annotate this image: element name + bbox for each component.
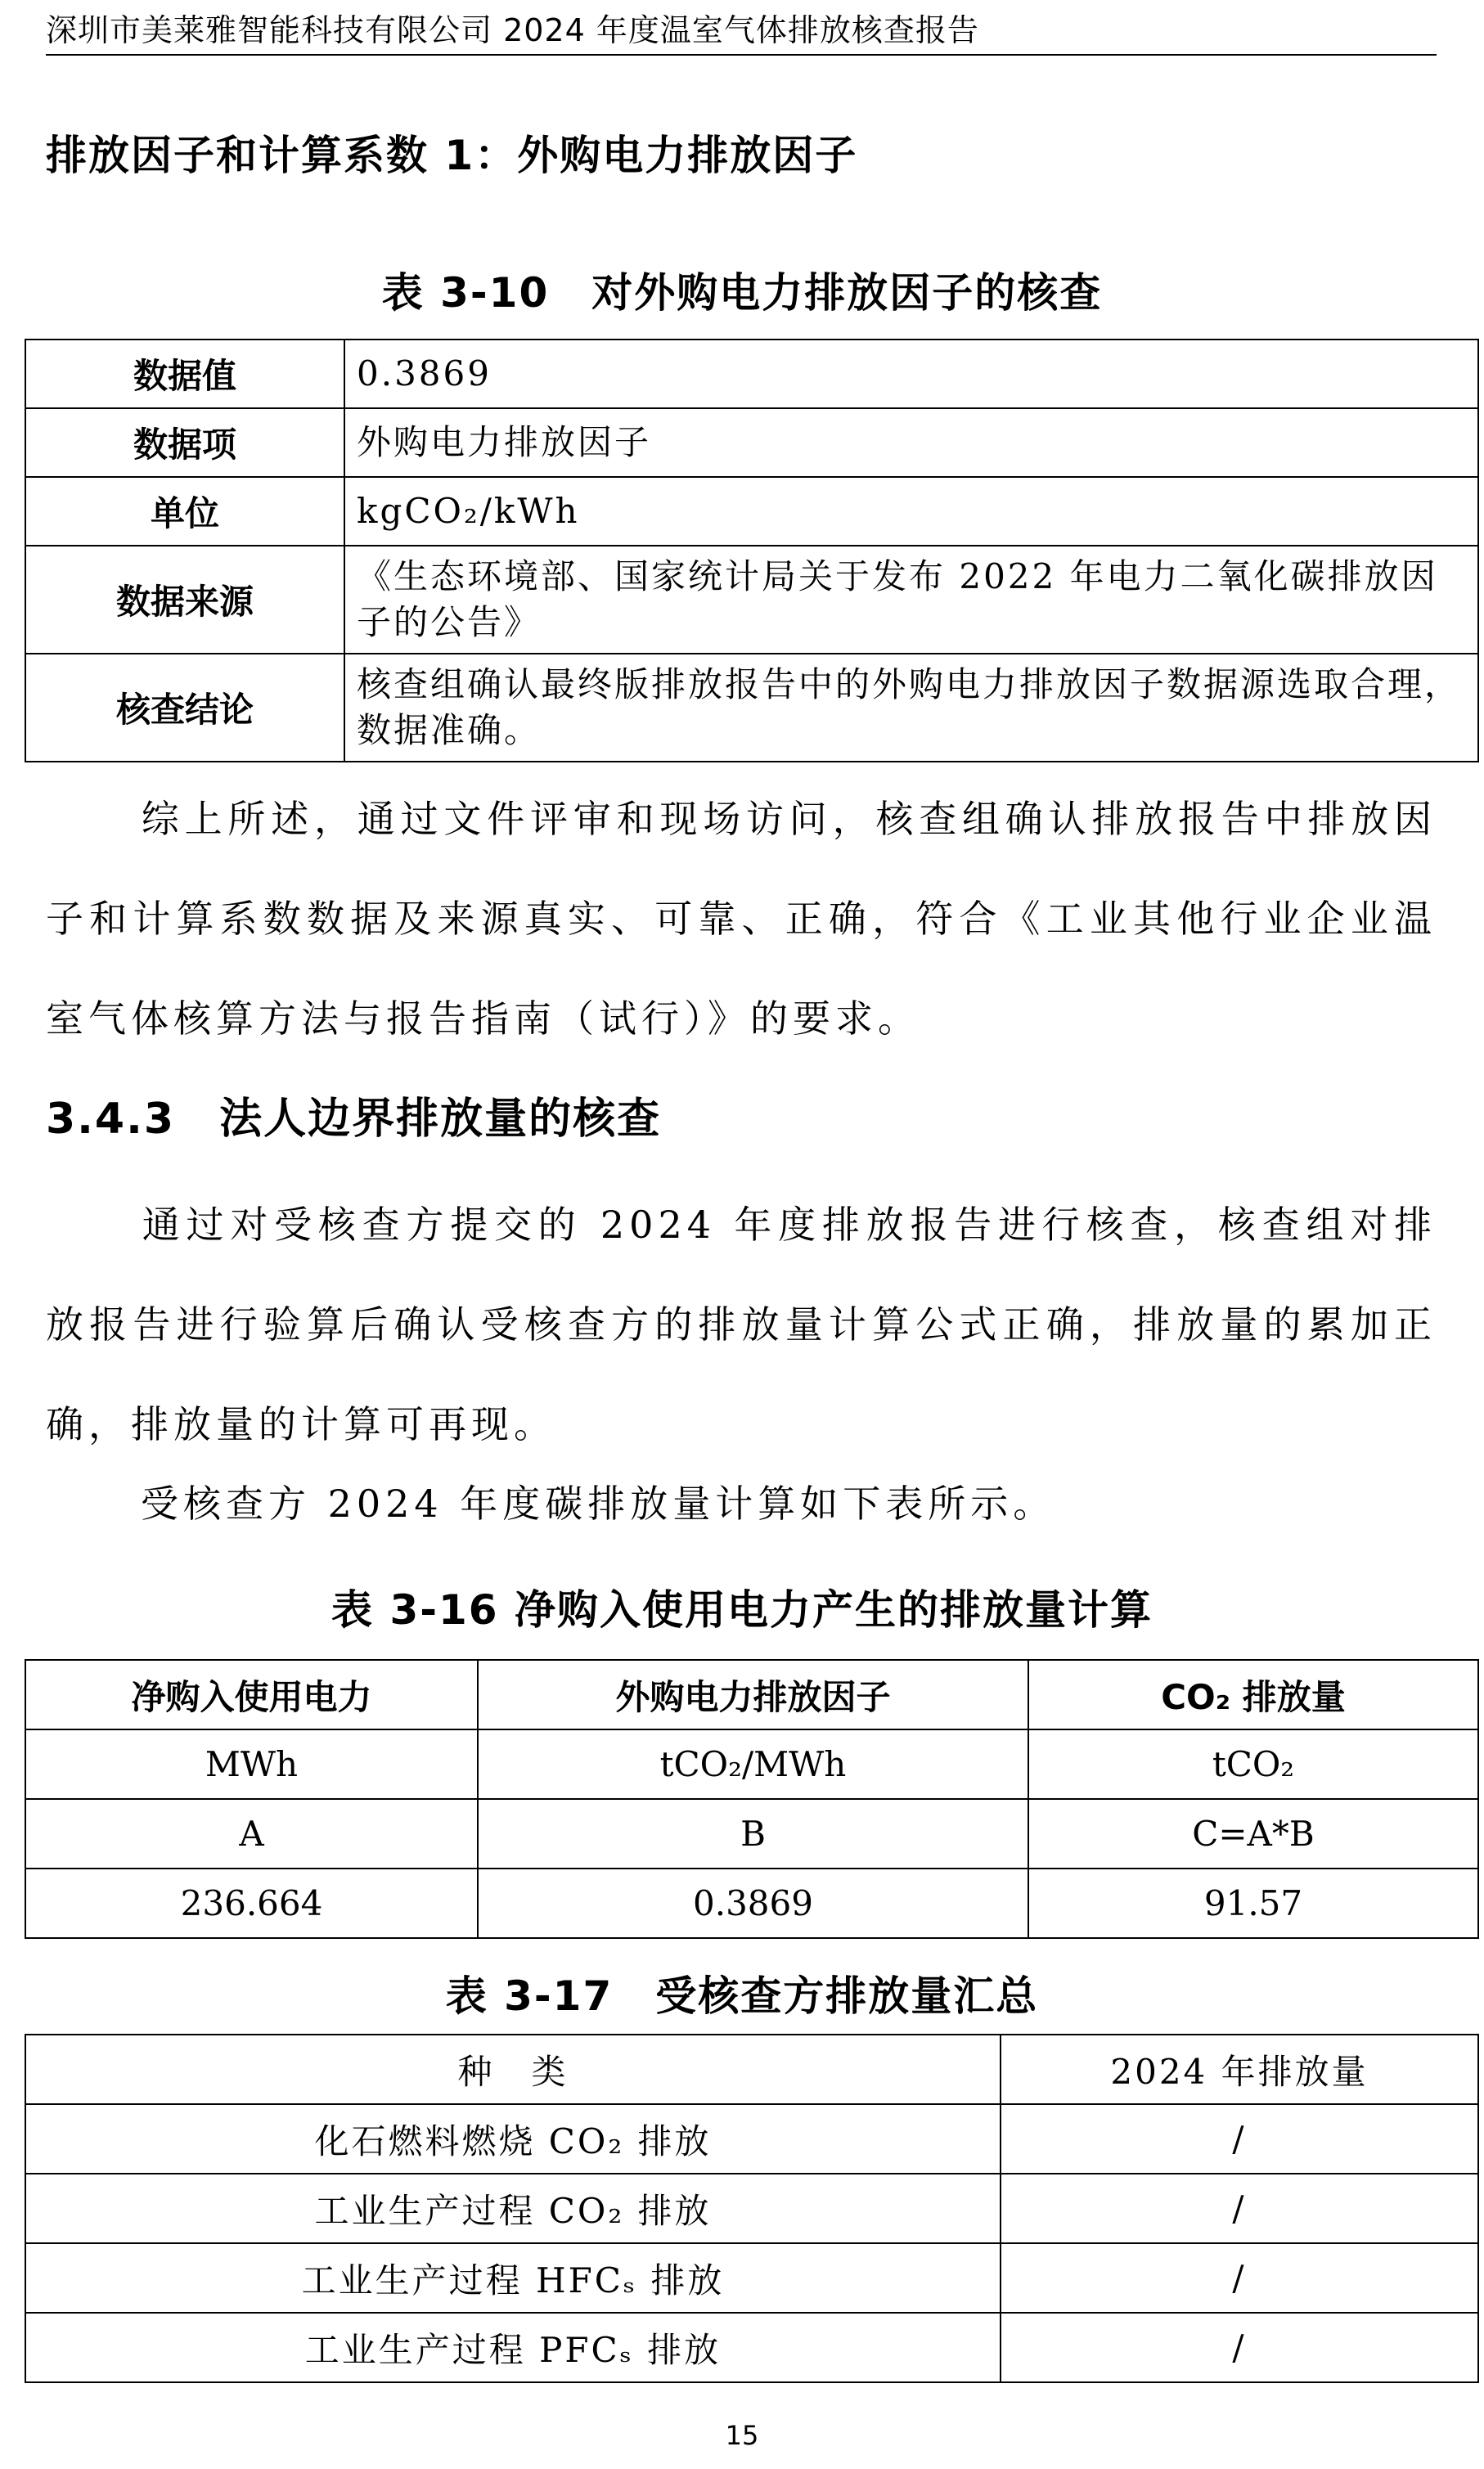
row-value: 外购电力排放因子 xyxy=(344,408,1478,477)
table-cell: 0.3869 xyxy=(478,1869,1028,1938)
table-row xyxy=(25,2243,1478,2313)
row-value: 核查组确认最终版排放报告中的外购电力排放因子数据源选取合理，数据准确。 xyxy=(344,654,1478,762)
table-cell: A xyxy=(25,1799,478,1869)
table-3-10 xyxy=(25,339,1479,762)
column-header: 2024 年排放量 xyxy=(1001,2035,1478,2104)
table-cell: tCO₂/MWh xyxy=(478,1729,1028,1799)
section-heading xyxy=(46,1084,661,1145)
table-cell: 工业生产过程 PFCₛ 排放 xyxy=(25,2313,1001,2382)
row-value: 0.3869 xyxy=(344,340,1478,408)
table-cell: B xyxy=(478,1799,1028,1869)
row-value: kgCO₂/kWh xyxy=(344,477,1478,546)
verification-paragraph-text: 通过对受核查方提交的 2024 年度排放报告进行核查，核查组对排放报告进行验算后确认受核查方的排放量计算公式正确，排放量的累加正确，排放量的计算可再现。 xyxy=(46,1203,1437,1446)
table-cell: / xyxy=(1001,2243,1478,2313)
section-title: 法人边界排放量的核查 xyxy=(219,1095,662,1144)
table-cell: 91.57 xyxy=(1028,1869,1478,1938)
table-row xyxy=(25,1869,1478,1938)
table-header-row xyxy=(25,1660,1478,1729)
column-header: CO₂ 排放量 xyxy=(1028,1660,1478,1729)
table-row xyxy=(25,477,1478,546)
row-label: 单位 xyxy=(25,477,344,546)
column-header: 外购电力排放因子 xyxy=(478,1660,1028,1729)
table-row xyxy=(25,2104,1478,2174)
table-3-16-caption: 表 3-16 净购入使用电力产生的排放量计算 xyxy=(331,1586,1153,1634)
table-header-row xyxy=(25,2035,1478,2104)
table-cell: 化石燃料燃烧 CO₂ 排放 xyxy=(25,2104,1001,2174)
summary-paragraph-text: 综上所述，通过文件评审和现场访问，核查组确认排放报告中排放因子和计算系数数据及来源真实、可靠、正确，符合《工业其他行业企业温室气体核算方法与报告指南（试行）》的要求。 xyxy=(46,797,1437,1041)
table-row xyxy=(25,2313,1478,2382)
row-label: 数据来源 xyxy=(25,546,344,654)
table-cell: MWh xyxy=(25,1729,478,1799)
column-header: 净购入使用电力 xyxy=(25,1660,478,1729)
table-cell: tCO₂ xyxy=(1028,1729,1478,1799)
table-intro-text: 受核查方 2024 年度碳排放量计算如下表所示。 xyxy=(141,1482,1056,1526)
table-cell: / xyxy=(1001,2104,1478,2174)
table-row xyxy=(25,1799,1478,1869)
table-cell: 236.664 xyxy=(25,1869,478,1938)
table-row xyxy=(25,1729,1478,1799)
section-number: 3.4.3 xyxy=(46,1095,176,1144)
table-row xyxy=(25,654,1478,762)
table-3-17-caption: 表 3-17 受核查方排放量汇总 xyxy=(445,1972,1039,2020)
row-value: 《生态环境部、国家统计局关于发布 2022 年电力二氧化碳排放因子的公告》 xyxy=(344,546,1478,654)
row-label: 核查结论 xyxy=(25,654,344,762)
page-number: 15 xyxy=(725,2420,759,2451)
table-intro-paragraph xyxy=(46,1474,1437,1533)
row-label: 数据项 xyxy=(25,408,344,477)
summary-paragraph xyxy=(46,769,1437,1068)
table-3-17 xyxy=(25,2034,1479,2383)
factor-heading: 排放因子和计算系数 1：外购电力排放因子 xyxy=(46,132,858,179)
running-header: 深圳市美莱雅智能科技有限公司 2024 年度温室气体排放核查报告 xyxy=(46,12,979,48)
table-cell: 工业生产过程 HFCₛ 排放 xyxy=(25,2243,1001,2313)
table-row xyxy=(25,340,1478,408)
table-row xyxy=(25,408,1478,477)
table-cell: / xyxy=(1001,2174,1478,2243)
table-cell: 工业生产过程 CO₂ 排放 xyxy=(25,2174,1001,2243)
table-3-16 xyxy=(25,1659,1479,1939)
table-row xyxy=(25,546,1478,654)
table-3-10-caption: 表 3-10 对外购电力排放因子的核查 xyxy=(381,269,1103,317)
column-header: 种 类 xyxy=(25,2035,1001,2104)
header-rule xyxy=(46,54,1437,56)
table-cell: / xyxy=(1001,2313,1478,2382)
table-row xyxy=(25,2174,1478,2243)
row-label: 数据值 xyxy=(25,340,344,408)
verification-paragraph xyxy=(46,1175,1437,1474)
table-cell: C=A*B xyxy=(1028,1799,1478,1869)
